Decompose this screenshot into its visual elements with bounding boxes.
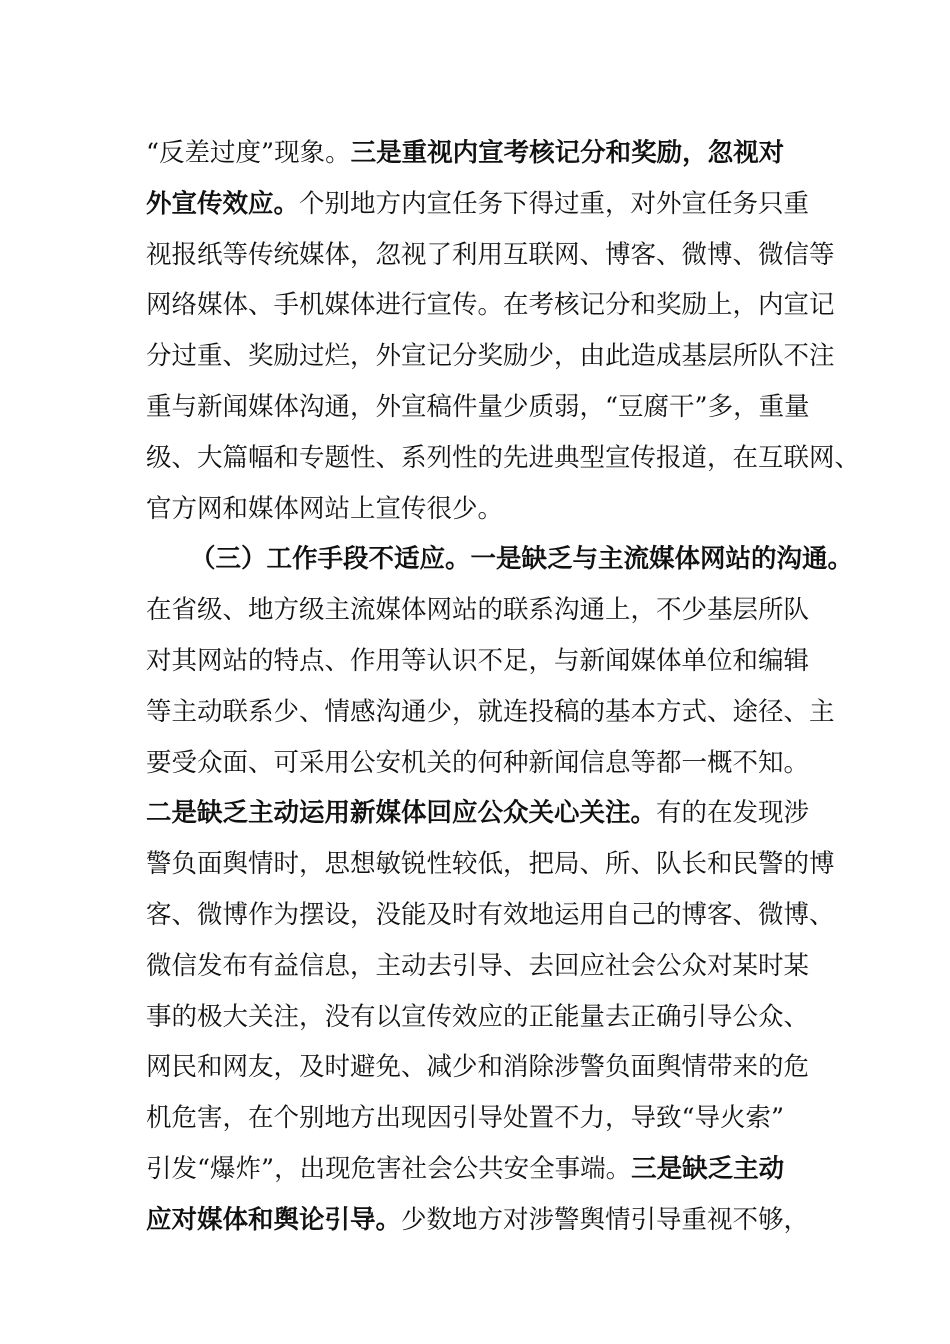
text-line [146,890,835,941]
text-run: 官方网和媒体网站上宣传很少。 [146,493,504,524]
text-line [146,331,835,382]
text-line [146,484,816,535]
bold-text-run: 三是重视内宣考核记分和奖励，忽视对 [350,138,785,168]
text-run: 网民和网友，及时避免、减少和消除涉警负面舆情带来的危 [146,1052,810,1083]
text-line [146,585,816,636]
text-line [146,839,835,890]
text-run: 有的在发现涉 [656,798,810,829]
text-line [146,687,835,738]
text-line [146,788,816,839]
text-line [146,1093,816,1144]
text-run: 在省级、地方级主流媒体网站的联系沟通上，不少基层所队 [146,595,810,626]
section-heading-line [146,534,854,585]
text-run: 等主动联系少、情感沟通少，就连投稿的基本方式、途径、主 [146,696,835,727]
text-line [146,1195,816,1246]
text-run: 分过重、奖励过烂，外宣记分奖励少，由此造成基层所队不注 [146,341,835,372]
text-line [146,1144,816,1195]
text-run: “反差过度”现象。 [146,138,351,168]
bold-text-run: 二是缺乏主动运用新媒体回应公众关心关注。 [146,798,657,829]
text-run: 引发“爆炸”，出现危害社会公共安全事端。 [146,1153,632,1184]
body-text [146,128,861,1246]
text-run: 重与新闻媒体沟通，外宣稿件量少质弱，“豆腐干”多，重量 [146,391,810,422]
text-run: 警负面舆情时，思想敏锐性较低，把局、所、队长和民警的博 [146,849,835,880]
bold-text-run: 外宣传效应。 [146,188,300,219]
text-run: 客、微博作为摆设，没能及时有效地运用自己的博客、微博、 [146,899,835,930]
text-run: 级、大篇幅和专题性、系列性的先进典型宣传报道，在互联网、 [146,442,861,473]
text-run: 个别地方内宣任务下得过重，对外宣任务只重 [299,188,810,219]
text-line [146,636,816,687]
text-line [146,433,861,484]
text-run: 视报纸等传统媒体，忽视了利用互联网、博客、微博、微信等 [146,239,835,270]
text-line [146,941,816,992]
text-line [146,230,835,281]
text-line [146,1042,816,1093]
text-run: 事的极大关注，没有以宣传效应的正能量去正确引导公众、 [146,1001,810,1032]
text-line [146,738,816,789]
text-line [146,179,816,230]
bold-text-run: 应对媒体和舆论引导。 [146,1204,402,1235]
text-run: 机危害，在个别地方出现因引导处置不力，导致“导火索” [146,1103,785,1134]
text-run: 要受众面、可采用公安机关的何种新闻信息等都一概不知。 [146,747,810,778]
text-line [146,382,816,433]
bold-text-run: 三是缺乏主动 [631,1153,785,1184]
text-run: 微信发布有益信息，主动去引导、去回应社会公众对某时某 [146,950,810,981]
text-line [146,992,816,1043]
text-run: 少数地方对涉警舆情引导重视不够， [401,1204,810,1235]
text-run: 对其网站的特点、作用等认识不足，与新闻媒体单位和编辑 [146,645,810,676]
text-line [146,128,816,179]
text-run: 网络媒体、手机媒体进行宣传。在考核记分和奖励上，内宣记 [146,290,835,321]
text-line [146,280,835,331]
section-heading: （三）工作手段不适应。一是缺乏与主流媒体网站的沟通。 [190,544,854,575]
